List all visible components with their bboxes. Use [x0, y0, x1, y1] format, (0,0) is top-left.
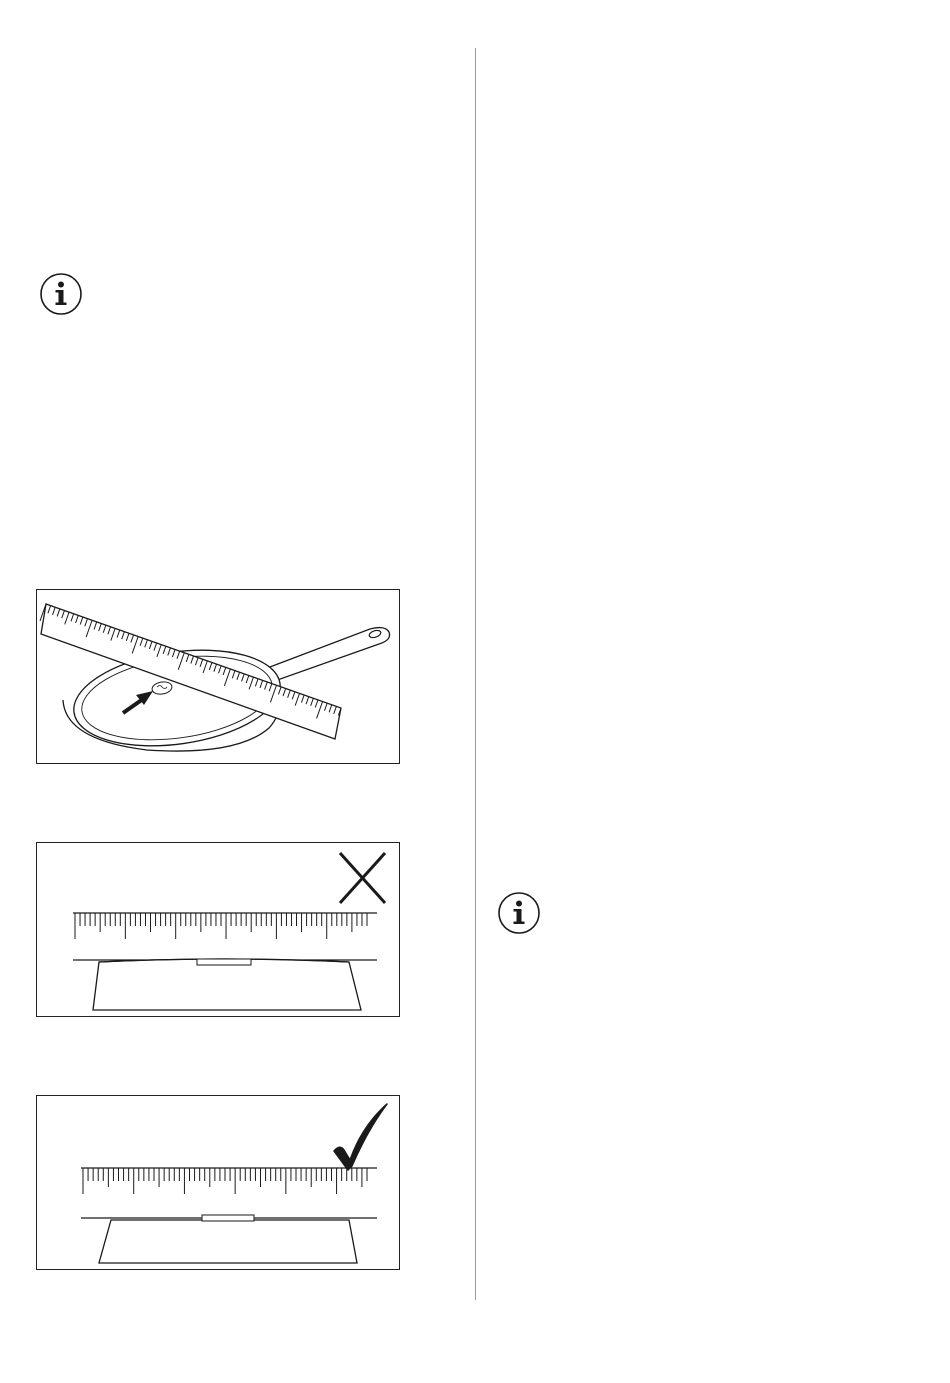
pan-base-flat-figure	[36, 1095, 400, 1270]
info-icon	[39, 272, 83, 316]
pan-base-measure-figure	[36, 589, 400, 764]
cross-icon	[340, 853, 385, 903]
info-icon	[497, 891, 541, 935]
pan-base-convex-figure	[36, 842, 400, 1017]
column-divider	[475, 48, 476, 1300]
check-icon	[334, 1104, 387, 1170]
